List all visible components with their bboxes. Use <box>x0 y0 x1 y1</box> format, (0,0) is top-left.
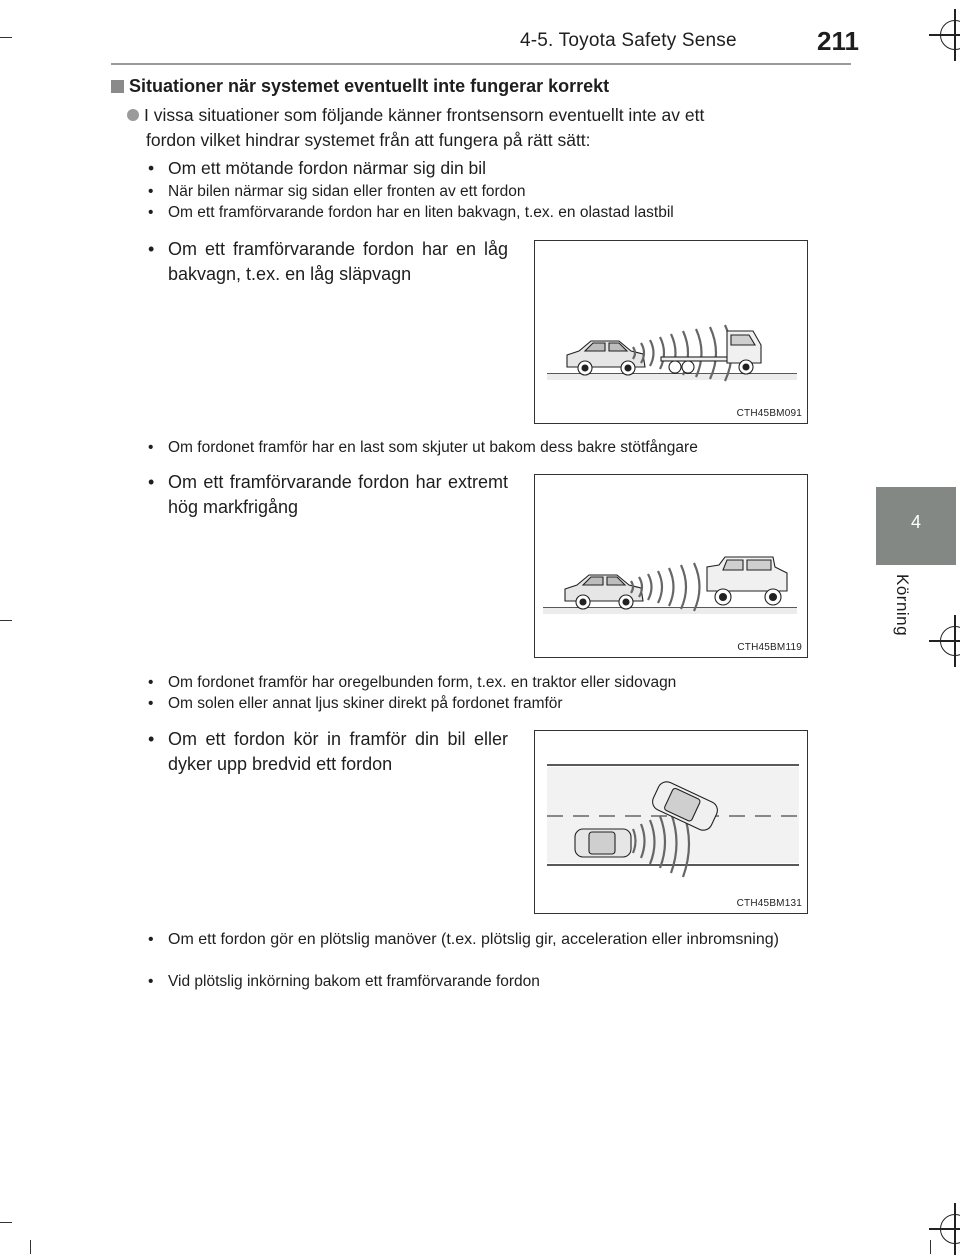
figure-code: CTH45BM119 <box>737 642 802 653</box>
high-clearance-illustration <box>535 475 809 659</box>
low-trailer-illustration <box>535 241 809 425</box>
list-item: • Om ett framförvarande fordon har en låg bakvagn, t.ex. en låg släpvagn <box>148 239 508 284</box>
intro-paragraph <box>127 103 829 153</box>
chapter-label: Körning <box>893 574 912 637</box>
registration-mark-icon <box>940 626 960 656</box>
list-item: • Om ett fordon gör en plötslig manöver (t.ex. plötslig gir, acceleration eller inbromsning) <box>148 931 779 948</box>
own-car-icon <box>575 829 631 857</box>
registration-mark-icon <box>940 20 960 50</box>
crop-mark <box>30 1240 31 1254</box>
intro-line-2: fordon vilket hindrar systemet från att fungera på rätt sätt: <box>146 130 591 150</box>
crop-mark <box>0 1222 12 1223</box>
crop-mark <box>930 1240 931 1254</box>
radar-wave-icon <box>631 563 700 611</box>
suv-icon <box>707 557 787 605</box>
radar-wave-icon <box>633 325 732 381</box>
figure-code: CTH45BM091 <box>736 408 802 419</box>
cut-in-illustration <box>535 731 809 915</box>
header-section-title: 4-5. Toyota Safety Sense <box>520 30 737 51</box>
list-item: • Om ett framförvarande fordon har extremt hög markfrigång <box>148 472 508 517</box>
figure-cut-in <box>534 730 808 914</box>
header-rule <box>111 63 851 65</box>
intro-line-1: I vissa situationer som följande känner frontsensorn eventuellt inte av ett <box>144 105 705 125</box>
section-heading <box>111 76 609 97</box>
section-title-text: Situationer när systemet eventuellt inte fungerar korrekt <box>129 76 610 96</box>
circle-bullet-icon <box>127 109 139 121</box>
figure-low-trailer <box>534 240 808 424</box>
figure-high-clearance <box>534 474 808 658</box>
list-item: • Om ett fordon kör in framför din bil eller dyker upp bredvid ett fordon <box>148 729 508 774</box>
crop-mark <box>0 37 12 38</box>
figure-code: CTH45BM131 <box>736 898 802 909</box>
page-number: 211 <box>817 26 859 56</box>
square-bullet-icon <box>111 80 124 93</box>
registration-mark-icon <box>940 1214 960 1244</box>
chapter-number: 4 <box>910 512 921 532</box>
crop-mark <box>0 620 12 621</box>
